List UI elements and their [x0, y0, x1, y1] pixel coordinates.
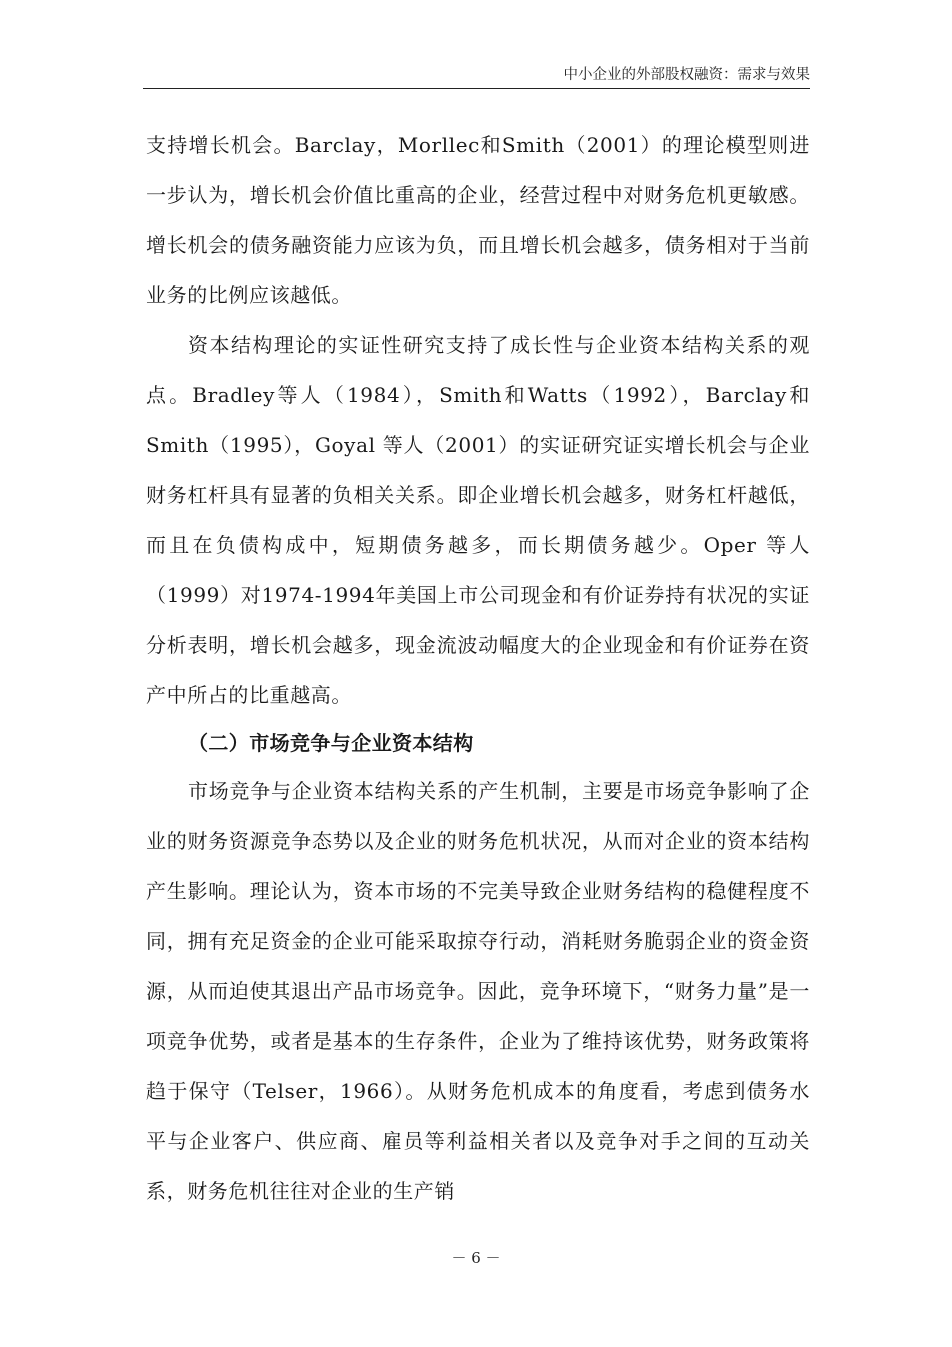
running-header: 中小企业的外部股权融资：需求与效果 [563, 67, 810, 83]
header-rule [143, 88, 810, 89]
page-number: － 6 － [451, 1249, 501, 1267]
body-text [146, 120, 810, 1216]
paragraph-market-competition: 市场竞争与企业资本结构关系的产生机制，主要是市场竞争影响了企业的财务资源竞争态势以及企业的财务危机状况，从而对企业的资本结构产生影响。理论认为，资本市场的不完美导致企业财务结构的稳健程度不同，拥有充足资金的企业可能采取掠夺行动，消耗财务脆弱企业的资金资源，从而迫使其退出产品市场竞争。因此，竞争环境下，“财务力量”是一项竞争优势，或者是基本的生存条件，企业为了维持该优势，财务政策将趋于保守（Telser，1966）。从财务危机成本的角度看，考虑到债务水平与企业客户、供应商、雇员等利益相关者以及竞争对手之间的互动关系，财务危机往往对企业的生产销 [146, 779, 810, 1203]
paragraph-continued: 支持增长机会。Barclay，Morllec和Smith（2001）的理论模型则进一步认为，增长机会价值比重高的企业，经营过程中对财务危机更敏感。增长机会的债务融资能力应该为负，而且增长机会越多，债务相对于当前业务的比例应该越低。 [146, 133, 810, 307]
section-heading: （二）市场竞争与企业资本结构 [188, 731, 474, 755]
paragraph-empirical-research: 资本结构理论的实证性研究支持了成长性与企业资本结构关系的观点。Bradley等人（1984），Smith和Watts（1992），Barclay和Smith（1995），Goyal 等人（2001）的实证研究证实增长机会与企业财务杠杆具有显著的负相关关系。即企业增长机会越多，财务杠杆越低，而且在负债构成中，短期债务越多，而长期债务越少。Oper 等人（1999）对1974-1994年美国上市公司现金和有价证券持有状况的实证分析表明，增长机会越多，现金流波动幅度大的企业现金和有价证券在资产中所占的比重越高。 [146, 333, 810, 707]
